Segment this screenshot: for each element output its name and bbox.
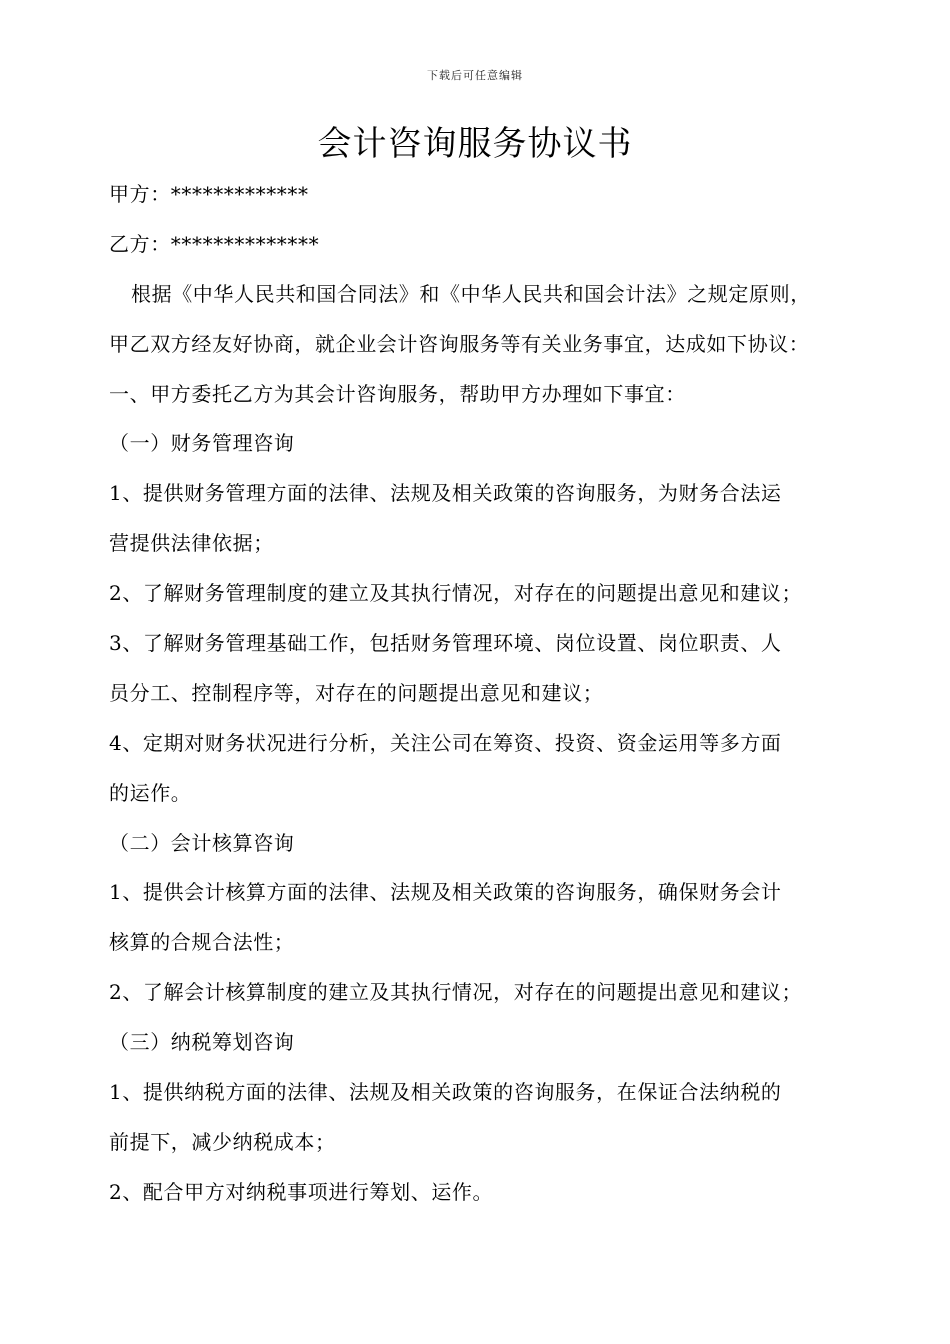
list-item: 的运作。 [109,780,192,805]
section-heading: （三）纳税筹划咨询 [109,1030,295,1055]
list-item: 3、了解财务管理基础工作，包括财务管理环境、岗位设置、岗位职责、人 [109,631,782,656]
list-item: 2、了解会计核算制度的建立及其执行情况，对存在的问题提出意见和建议； [109,980,803,1005]
list-item: 2、配合甲方对纳税事项进行筹划、运作。 [109,1179,494,1204]
list-item: 核算的合规合法性； [109,930,295,955]
list-item: 营提供法律依据； [109,531,274,556]
party-a-line: 甲方：************* [109,182,309,206]
preamble-line: 甲乙双方经友好协商，就企业会计咨询服务等有关业务事宜，达成如下协议： [109,331,810,356]
document-body [109,170,854,1218]
party-b-line: 乙方：************** [109,231,320,256]
list-item: 1、提供会计核算方面的法律、法规及相关政策的咨询服务，确保财务会计 [109,880,782,905]
list-item: 2、了解财务管理制度的建立及其执行情况，对存在的问题提出意见和建议； [109,581,803,606]
list-item: 员分工、控制程序等，对存在的问题提出意见和建议； [109,680,604,705]
document-title: 会计咨询服务协议书 [317,124,633,164]
section-heading: （一）财务管理咨询 [109,431,295,456]
preamble-line: 根据《中华人民共和国合同法》和《中华人民共和国会计法》之规定原则， [131,281,811,306]
section-heading: （二）会计核算咨询 [109,830,295,855]
clause-heading: 一、甲方委托乙方为其会计咨询服务，帮助甲方办理如下事宜： [109,381,686,406]
list-item: 1、提供财务管理方面的法律、法规及相关政策的咨询服务，为财务合法运 [109,481,782,506]
header-note: 下载后可任意编辑 [427,69,523,82]
list-item: 前提下，减少纳税成本； [109,1129,336,1154]
list-item: 4、定期对财务状况进行分析，关注公司在筹资、投资、资金运用等多方面 [109,730,782,755]
list-item: 1、提供纳税方面的法律、法规及相关政策的咨询服务，在保证合法纳税的 [109,1080,782,1105]
